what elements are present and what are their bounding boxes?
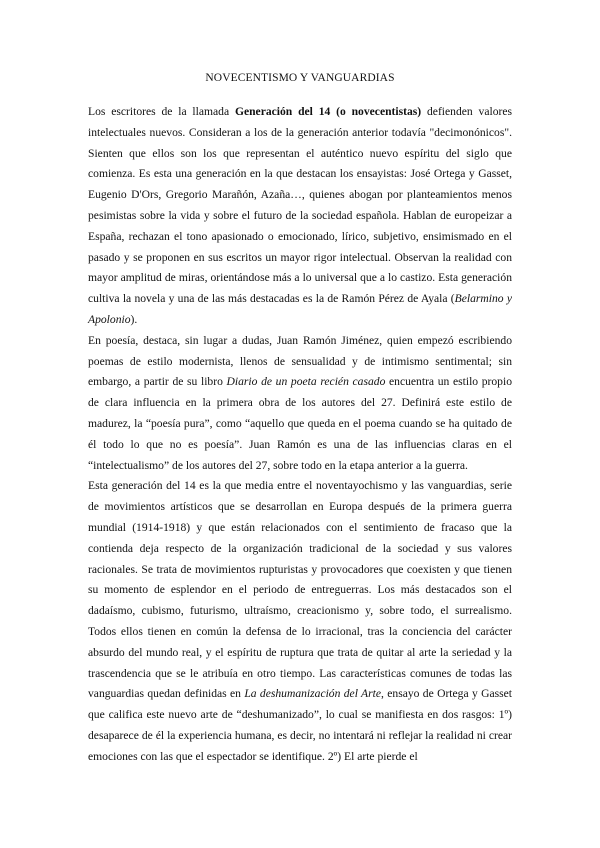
- paragraph-juan-ramon: [88, 331, 512, 477]
- p2-italic-title: Diario de un poeta recién casado: [226, 375, 386, 389]
- p1-text-b: defienden valores intelectuales nuevos. Consideran a los de la generación anterior todavía "decimonónicos". Sienten que ellos son los que representan el auténtico nuevo espíritu del siglo que comienza. Es esta una generación en la que destacan los ensayistas: José Ortega y Gasset, Eugenio D'Ors, Gregorio Marañón, Azaña…, quienes abogan por planteamientos menos pesimistas sobre la vida y sobre el futuro de la sociedad española. Hablan de europeizar a España, rechazan el tono apasionado o emocionado, lírico, subjetivo, ensimismado en el pasado y se proponen en sus escritos un mayor rigor intelectual. Observan la realidad con mayor amplitud de miras, orientándose más a lo universal que a lo castizo. Esta generación cultiva la novela y una de las más destacadas es la de Ramón Pérez de Ayala (: [88, 105, 513, 306]
- paragraph-vanguardias: [88, 476, 512, 767]
- p1-italic-title: Belarmino y Apolonio: [88, 292, 512, 326]
- p3-italic-title: La deshumanización del Arte: [244, 687, 382, 701]
- p3-text-a: Esta generación del 14 es la que media entre el noventayochismo y las vanguardias, serie de movimientos artísticos que se desarrollan en Europa después de la primera guerra mundial (1914-1918) y que están relacionados con el sentimiento de fracaso que la contienda deja respecto de la organización tradicional de la sociedad y sus valores racionales. Se trata de movimientos rupturistas y provocadores que coexisten y que tienen su momento de esplendor en el periodo de entreguerras. Los más destacados son el dadaísmo, cubismo, futurismo, ultraísmo, creacionismo y, sobre todo, el surrealismo. Todos ellos tienen en común la defensa de lo irracional, tras la conciencia del carácter absurdo del mundo real, y el espíritu de ruptura que trata de quitar al arte la seriedad y la trascendencia que se le atribuía en otro tiempo. Las características comunes de todas las vanguardias quedan definidas en: [88, 479, 512, 701]
- p2-text-b: encuentra un estilo propio de clara influencia en la primera obra de los autores del 27. Definirá este estilo de madurez, la “poesía pura”, como “aquello que queda en el poema cuando se ha quitado de él todo lo que no es poesía”. Juan Ramón es una de las influencias claras en el “intelectualismo” de los autores del 27, sobre todo en la etapa anterior a la guerra.: [88, 375, 512, 472]
- p2-text-a: En poesía, destaca, sin lugar a dudas, Juan Ramón Jiménez, quien empezó escribiendo poemas de estilo modernista, llenos de sensualidad y de intimismo sentimental; sin embargo, a partir de su libro: [88, 333, 512, 389]
- p1-text-a: Los escritores de la llamada: [88, 105, 235, 118]
- document-title: NOVECENTISMO Y VANGUARDIAS: [205, 72, 395, 84]
- p1-text-c: ).: [130, 312, 138, 326]
- paragraph-generacion-14: [88, 102, 512, 331]
- p1-bold-term: Generación del 14 (o novecentistas): [234, 105, 422, 118]
- p3-text-b: , ensayo de Ortega y Gasset que califica este nuevo arte de “deshumanizado”, lo cual se manifiesta en dos rasgos: 1º) desaparece de él la experiencia humana, es decir, no intentará ni reflejar la realidad ni crear emociones con las que el espectador se identifique. 2º) El arte pierde el: [88, 687, 513, 763]
